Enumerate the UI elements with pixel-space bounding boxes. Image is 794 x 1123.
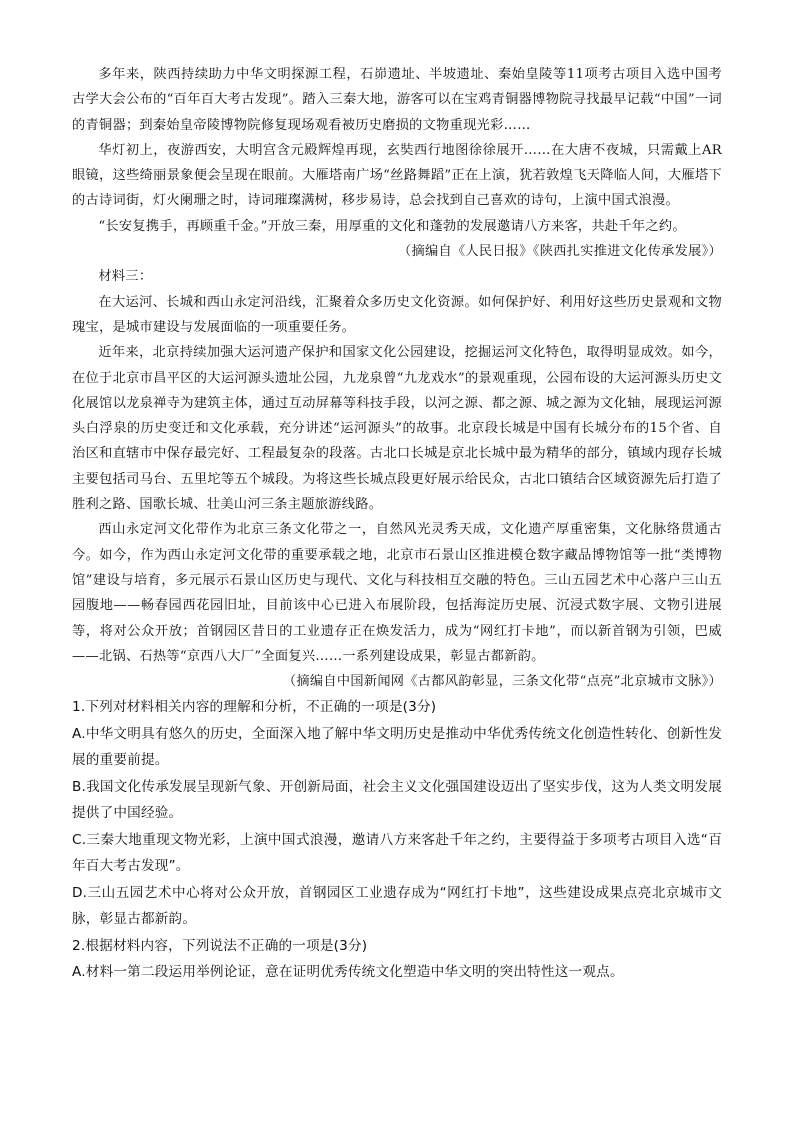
question1-option-d: D.三山五园艺术中心将对公众开放，首钢园区工业遗存成为“网红打卡地”，这些建设成果点亮北京城市文脉，彰显古都新韵。: [72, 884, 722, 928]
material2-paragraph-2: 华灯初上，夜游西安，大明宫含元殿辉煌再现，玄奘西行地图徐徐展开……在大唐不夜城，只需戴上AR眼镜，这些绮丽景象便会呈现在眼前。大雁塔南广场“丝路舞蹈”正在上演，犹若敦煌飞天降临人间，大雁塔下的古诗词街，灯火阑珊之时，诗词璀璨满树，移步易诗，总会找到自己喜欢的诗句，上演中国式浪漫。: [72, 142, 722, 209]
reading-material: [72, 62, 722, 694]
question1-option-b: B.我国文化传承发展呈现新气象、开创新局面，社会主义文化强国建设迈出了坚实步伐，这为人类文明发展提供了中国经验。: [72, 778, 722, 822]
material2-source: （摘编自《人民日报》《陕西扎实推进文化传承发展》）: [398, 244, 722, 260]
material3-paragraph-2: 近年来，北京持续加强大运河遗产保护和国家文化公园建设，挖掘运河文化特色，取得明显成效。如今，在位于北京市昌平区的大运河源头遗址公园，九龙泉曾“九龙戏水”的景观重现，公园布设的大运河源头历史文化展馆以龙泉禅寺为建筑主体，通过互动屏幕等科技手段，以河之源、都之源、城之源为文化轴，展现运河源头白浮泉的历史变迁和文化承载，充分讲述“运河源头”的故事。北京段长城是中国有长城分布的15个省、自治区和直辖市中保存最完好、工程最复杂的段落。古北口长城是京北长城中最为精华的部分，镇域内现存长城主要包括司马台、五里坨等五个城段。为将这些长城点段更好展示给民众，古北口镇结合区域资源先后打造了胜利之路、国歌长城、壮美山河三条主题旅游线路。: [72, 345, 722, 513]
question1-option-a: A.中华文明具有悠久的历史，全面深入地了解中华文明历史是推动中华优秀传统文化创造性转化、创新性发展的重要前提。: [72, 725, 722, 769]
material3-paragraph-3: 西山永定河文化带作为北京三条文化带之一，自然风光灵秀天成，文化遗产厚重密集，文化脉络贯通古今。如今，作为西山永定河文化带的重要承载之地，北京市石景山区推进模仓数字藏品博物馆等一批“类博物馆”建设与培育，多元展示石景山区历史与现代、文化与科技相互交融的特色。三山五园艺术中心落户三山五园腹地——畅春园西花园旧址，目前该中心已进入布展阶段，包括海淀历史展、沉浸式数字展、文物引进展等，将对公众开放；首钢园区昔日的工业遗存正在焕发活力，成为“网红打卡地”，而以新首钢为引领，巴威——北锅、石热等“京西八大厂”全面复兴……一系列建设成果，彰显古都新韵。: [72, 522, 722, 664]
document-page: [72, 62, 722, 986]
material2-paragraph-1: 多年来，陕西持续助力中华文明探源工程，石峁遗址、半坡遗址、秦始皇陵等11项考古项目入选中国考古学大会公布的“百年百大考古发现”。踏入三秦大地，游客可以在宝鸡青铜器博物院寻找最早记载“中国”一词的青铜器；到秦始皇帝陵博物院修复现场观看被历史磨损的文物重现光彩……: [72, 67, 722, 133]
material2-paragraph-3: “长安复携手，再顾重千金。”开放三秦，用厚重的文化和蓬勃的发展邀请八方来客，共赴千年之约。: [98, 218, 686, 234]
material3-paragraph-1: 在大运河、长城和西山永定河沿线，汇聚着众多历史文化资源。如何保护好、利用好这些历史景观和文物瑰宝，是城市建设与发展面临的一项重要任务。: [72, 294, 722, 335]
questions: [72, 694, 722, 986]
question2-option-a: A.材料一第二段运用举例论证，意在证明优秀传统文化塑造中华文明的突出特性这一观点。: [72, 964, 624, 981]
material3-source: （摘编自中国新闻网《古都风韵彰显，三条文化带“点亮”北京城市文脉》）: [282, 674, 722, 690]
question1-option-c: C.三秦大地重现文物光彩，上演中国式浪漫，邀请八方来客赴千年之约，主要得益于多项考古项目入选“百年百大考古发现”。: [72, 831, 722, 875]
material3-label: 材料三：: [98, 269, 153, 285]
question1-stem: 1.下列对材料相关内容的理解和分析，不正确的一项是(3分): [72, 699, 437, 716]
question2-stem: 2.根据材料内容，下列说法不正确的一项是(3分): [72, 937, 368, 954]
